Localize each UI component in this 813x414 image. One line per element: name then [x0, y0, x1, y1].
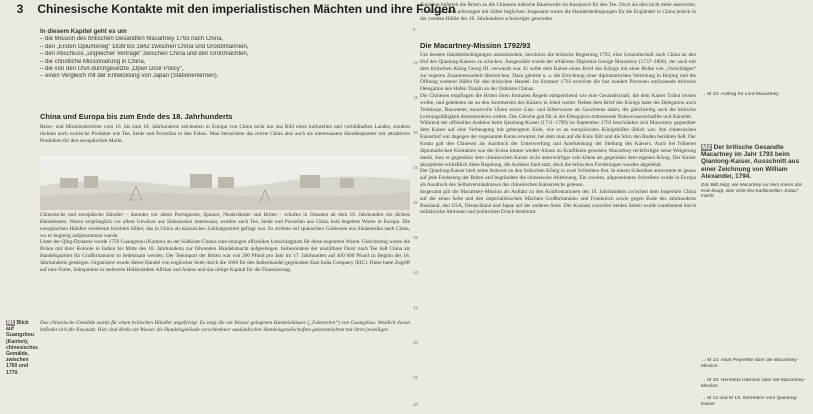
line-number: 35: [413, 235, 419, 240]
section2-paragraph: Insgesamt gilt die Macartney-Mission als Auftakt zu den Konfrontationen des 19. Jahrhunderts zwischen dem Imperium China auf der einen Seite und den imperialistischen Mächten Großbritannien und Frankreich sowie gegen Ende des Jahrhunderts Russland, den USA, Deutschland und Japan auf der anderen Seite. Der Kontakt zwischen beiden Seiten wurde zunehmend durch militärische Aktionen und politischen Druck bestimmt.: [420, 188, 696, 216]
objective-item: – den Abschluss „ungleicher Verträge“ zwischen China und den Großmächten,: [40, 51, 249, 58]
section2-paragraph: Der Qianlong-Kaiser hielt seine Antwort an den britischen König in zwei Schreiben fest. In einem Schreiben antwortete er genau auf jede Forderung der Briten und begründete die chinesische Ablehnung. Ein zweites, allgemeineres Schreiben wurde in Europa als Ausdruck des Selbstverständnisses des chinesischen Kaiserreichs gelesen.: [420, 168, 696, 189]
objective-item: – den „Ersten Opiumkrieg“ 1839 bis 1842 zwischen China und Großbritannien,: [40, 43, 249, 50]
margin-note-m15: → M 15: Henrietta Harrison über die Macartney-Mission: [701, 378, 806, 389]
section1-paragraph: Reise- und Missionsberichte vom 16. bis zum 18. Jahrhunderts zeichneten in Europa von China nicht nur das Bild eines kulturellen und vorbildhaften Landes, sondern rückten auch exotische Produkte wie Tee, Seide und Porzellan in den Fokus. Man betrachtete das reiche China also auch als interessanten Handelspartner mit attraktiven Produkten für den europäischen Markt.: [40, 124, 410, 144]
margin-note-m12-m13: → M 12 und M 13: Schreiben vom Qianlong-Kaiser: [701, 396, 798, 407]
side-box-title: [701, 144, 809, 180]
section2-intro: [420, 2, 696, 38]
chapter-objectives: [40, 28, 410, 96]
objectives-list: [40, 36, 410, 80]
objectives-title: In diesem Kapitel geht es um: [40, 28, 127, 35]
guangzhou-painting: [40, 156, 410, 210]
margin-note-m14: → M 14: Alain Peyrefitte über die Macartney-Mission: [701, 358, 799, 369]
side-box-subtitle: Das Bild zeigt, wie Macartney vor dem Kaiser das Knie beugt, aber nicht den traditionellen „Kotau“ macht.: [701, 182, 803, 199]
guangzhou-harbor-illustration: [40, 156, 410, 210]
line-number: 50: [413, 340, 419, 345]
line-number: 60: [413, 402, 419, 407]
section1-text-b: [40, 212, 410, 318]
side-box-heading: Der britische Gesandte Macartney im Jahr 1793 beim Qianlong-Kaiser, Ausschnitt aus einer Zeichnung von William Alexander, 1794.: [701, 144, 800, 180]
chapter-title: Chinesische Kontakte mit den imperialistischen Mächten und ihre Folgen: [37, 2, 456, 16]
section1-paragraph: Unter der Qing-Dynastie wurde 1759 Guangzhou (Kanton) an der Südküste Chinas zum einzigen offiziellen Umschlagplatz für diese begehrten Waren. Gleichzeitig waren die Briten mit ihrer Kolonie in Indien bis Mitte des 18. Jahrhunderts zur führenden Handelsmacht aufgestiegen. Insbesondere der unstillbare Durst nach Tee ließ China als Handelspartner für Großbritannien so bedeutsam werden: Der Teeimport der Briten war von 200 Pfund pro Jahr im 17. Jahrhundert auf 400 000 Pfund zu Beginn des 18. Jahrhunderts gestiegen. Organisiert wurde dieser Handel von englischer Seite durch die 1600 für den Indienhandel gegründete East India Company (EIC). Diese hatte Zugriff auf eine Flotte, Stützpunkte in mehreren Hafenstädten Afrikas und Asiens und das nötige Kapital für die Finanzierung.: [40, 239, 410, 273]
section-title-macartney: Die Macartney-Mission 1792/93: [420, 41, 531, 50]
caption-m1-text: Das chinesische Gemälde wurde für einen britischen Händler angefertigt. Es zeigt die am Wasser gelegenen Handelshäuser („Faktoreien“) von Guangzhou. Westlich davon befindet sich die Neustadt. Hier sind direkt am Wasser die Handelsgebäude verschiedener ausländischer Handelsgesellschaften gekennzeichnet mit ihren jeweiligen: [40, 320, 410, 333]
side-box-m2: [701, 144, 809, 208]
line-number: 20: [413, 130, 419, 135]
section2-paragraph: Die Chinesen empfingen die Briten ihren formalen Regeln entsprechend wie eine Gesandtschaft, die dem Kaiser Tribut leisten wollte, und geleiteten sie an den Sommersitz des Kaisers in Jehol weiter. Neben dem Brief des Königs hatte die Delegation auch Teleskope, Barometer, kunstvolle Uhren sowie Glas- und Silberwaren als Geschenke dabei, die gleichzeitig auch die britische Leistungsfähigkeit demonstrieren sollten. Das Gleiche galt für in der Delegation mitreisende Naturwissenschaftler und Künstler.: [420, 93, 696, 120]
section2-paragraph: Während der offiziellen Audienz beim Qianlong-Kaiser (1711–1799) im September 1793 beschränkte sich Macartney gegenüber dem Kaiser auf eine Verbeugung mit gebeugtem Knie, wie es an europäischen Königshöfen üblich war. Am chinesischen Kaiserhof war dagegen der sogenannte Kotau erwartet, bei dem man auf die Knie fällt und die Stirn den Boden berühren ließ. Der Kotau galt den Chinesen als Ausdruck der Unterwerfung und Anerkennung der Stellung des Kaisers. Auch bei früheren diplomatischen Kontakten war der Kotau immer wieder Anlass zu Konflikten gewesen; Macartney rechtfertigte seine Weigerung damit, dass er gegenüber dem chinesischen Kaiser nicht unterwürfiger sein könne als gegenüber dem eigenen König. Der Kaiser akzeptierte schließlich diese Regelung, die Audienz fand statt, doch die britischen Forderungen wurden abgelehnt.: [420, 120, 696, 168]
section1-paragraph: Chinesische und europäische Händler – darunter vor allem Portugiesen, Spanier, Niederländer und Briten – schufen in Ostasien ab dem 16. Jahrhundert ein dichtes Handelsnetz. Waren ursprünglich vor allem Gewürze aus Südostasien interessant, wurden auch Tee, Seide und Porzellan aus China bald begehrte Waren in Europa. Die europäischen Händler wiederum brachten Silber, das in China als klassisches Zahlungsmittel gefragt war. Es strömte auf spanischen Galleonen aus Südamerika nach China, wo es begierig aufgenommen wurde.: [40, 212, 410, 239]
caption-m1-description: [40, 320, 410, 414]
line-number: 15: [413, 95, 419, 100]
section2-paragraph: Um bessere Handelsbedingungen auszuhandeln, beschloss die britische Regierung 1792, eine Gesandtschaft nach China an den Hof des Qianlong-Kaisers zu schicken. Ausgewählt wurde der erfahrene Diplomat George Macartney (1737–1806), der auch mit dem britischen König Georg III. verwandt war. Er sollte dem Kaiser einen Brief des Königs mit einer Reihe von „Vorschlägen“ zur engeren Zusammenarbeit überreichen. Dazu gehörte u. a. die Errichtung einer diplomatischen Vertretung in Beijing und die Öffnung weiterer Häfen für den britischen Handel. Im Sommer 1793 erreichte die fast hundert Personen umfassende britische Delegation den Hafen Tianjin an der Ostküste Chinas.: [420, 52, 696, 93]
side-box-ref: M2: [702, 144, 711, 151]
objective-item: – die von den USA durchgesetzte „Open Door Policy“,: [40, 66, 184, 73]
line-number: 10: [413, 60, 419, 65]
line-number: 45: [413, 305, 419, 310]
section2-text: [420, 52, 696, 414]
line-number: 40: [413, 270, 419, 275]
line-number: 30: [413, 200, 419, 205]
section2-intro-text: Zunächst lieferten die Briten an die Chinesen indische Baumwolle im Austausch für den Tee. Doch als dies nicht mehr ausreichte, wurden die Tee-Lieferungen mit Silber beglichen. Insgesamt waren die Handelsbedingungen für die Engländer in China jedoch in der zweiten Hälfte des 18. Jahrhunderts schwieriger geworden.: [420, 2, 696, 22]
objective-item: – einen Vergleich mit der Entwicklung von Japan (Stationenlernen).: [40, 73, 219, 80]
line-number: 25: [413, 165, 419, 170]
line-number: 55: [413, 375, 419, 380]
figure-caption-m1: [6, 320, 36, 414]
chapter-heading: [6, 2, 456, 18]
line-number: 5: [413, 27, 416, 32]
chapter-number: 3: [16, 2, 24, 16]
section1-text-a: [40, 124, 410, 156]
objective-item: – die Mission des britischen Gesandten Macartney 1793 nach China,: [40, 36, 224, 43]
objective-item: – die christliche Missionierung in China,: [40, 58, 146, 65]
margin-note-m10: → M 10: Auftrag für Lord Macartney: [701, 92, 779, 97]
figure-title-m1: Blick auf Guangzhou (Kanton), chinesisches Gemälde, zwischen 1760 und 1770.: [6, 320, 38, 376]
section-title-china-europa: China und Europa bis zum Ende des 18. Jahrhunderts: [40, 112, 233, 121]
figure-ref-m1: M1: [7, 320, 15, 326]
